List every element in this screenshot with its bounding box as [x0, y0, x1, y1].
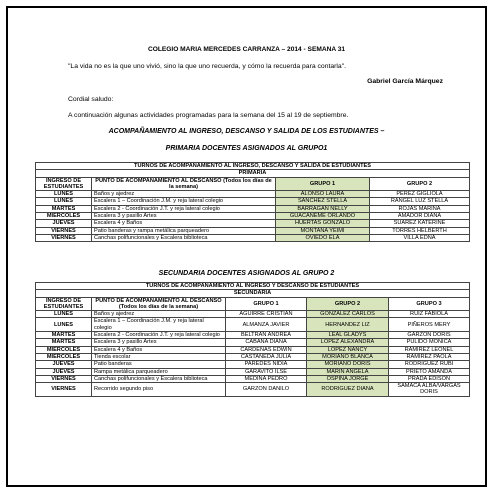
grupo1-cell: PAREDES NIDIA — [226, 361, 307, 368]
day-cell: LUNES — [36, 318, 92, 332]
grupo1-cell: BARRAGAN NELLY — [276, 205, 370, 212]
grupo2-cell: VILLA EDNA — [370, 234, 470, 241]
punto-cell: Escalera 2 - Coordinación J.T. y reja lateral colegio — [92, 205, 276, 212]
punto-cell: Escalera 3 y pasillo Artes — [92, 339, 226, 346]
grupo3-cell: PIÑEROS MERY — [389, 318, 470, 332]
punto-cell: Escalera 4 y Baños — [92, 220, 276, 227]
grupo2-cell: MORIANO DORIS — [307, 361, 389, 368]
day-cell: LUNES — [36, 311, 92, 318]
grupo1-cell: GUACANEME ORLANDO — [276, 213, 370, 220]
grupo3-cell: RAMIREZ LEONEL — [389, 346, 470, 353]
grupo2-cell: MARIN ANGELA — [307, 368, 389, 375]
table-row — [36, 383, 470, 397]
table-row — [36, 353, 470, 360]
punto-cell: Tienda escolar — [92, 353, 226, 360]
table-row — [36, 227, 470, 234]
grupo1-cell: ALMANZA JAVIER — [226, 318, 307, 332]
secundaria-table-title: TURNOS DE ACOMPAÑAMIENTO AL INGRESO Y DESCANSO DE ESTUDIANTES — [36, 283, 470, 290]
col-header-grupo1: GRUPO 1 — [226, 297, 307, 311]
primaria-table-body — [36, 191, 470, 242]
grupo1-cell: CASTAÑEDA JULIA — [226, 353, 307, 360]
table-row — [36, 368, 470, 375]
grupo1-cell: MONTAÑA YEIMI — [276, 227, 370, 234]
secundaria-subheading: SECUNDARIA DOCENTES ASIGNADOS AL GRUPO 2 — [158, 270, 335, 277]
punto-cell: Escalera 3 y pasillo Artes — [92, 213, 276, 220]
grupo1-cell: MEDINA PEDRO — [226, 375, 307, 382]
secundaria-section-label: SECUNDARIA — [36, 290, 470, 297]
table-row — [36, 198, 470, 205]
grupo1-cell: HUERTAS GONZALO — [276, 220, 370, 227]
col-header-punto: PUNTO DE ACOMPAÑAMIENTO AL DESCANSO (Todos los días de la semana) — [92, 297, 226, 311]
day-cell: VIERNES — [36, 234, 92, 241]
document-title: COLEGIO MARIA MERCEDES CARRANZA – 2014 - SEMANA 31 — [147, 46, 346, 53]
section-heading: ACOMPAÑAMIENTO AL INGRESO, DESCANSO Y SALIDA DE LOS ESTUDIANTES – — [108, 128, 385, 135]
col-header-grupo1: GRUPO 1 — [276, 177, 370, 191]
day-cell: MIERCOLES — [36, 346, 92, 353]
grupo3-cell: SAMACA ALBA/VARGAS DORIS — [389, 383, 470, 397]
col-header-punto: PUNTO DE ACOMPAÑAMIENTO AL DESCANSO (Todos los días de la semana) — [92, 177, 276, 191]
grupo1-cell: SANCHEZ STELLA — [276, 198, 370, 205]
day-cell: VIERNES — [36, 227, 92, 234]
punto-cell: Baños y ajedrez — [92, 311, 226, 318]
grupo2-cell: RANGEL LUZ STELLA — [370, 198, 470, 205]
day-cell: LUNES — [36, 191, 92, 198]
day-cell: MARTES — [36, 339, 92, 346]
grupo3-cell: PRADA EDISON — [389, 375, 470, 382]
grupo2-cell: LOPEZ ALEXANDRA — [307, 339, 389, 346]
day-cell: VIERNES — [36, 383, 92, 397]
grupo2-cell: GONZALEZ CARLOS — [307, 311, 389, 318]
day-cell: JUEVES — [36, 220, 92, 227]
grupo2-cell: TORRES HELBERTH — [370, 227, 470, 234]
day-cell: JUEVES — [36, 368, 92, 375]
day-cell: VIERNES — [36, 375, 92, 382]
grupo3-cell: GARZON DORIS — [389, 332, 470, 339]
grupo2-cell: MORIANO BLANCA — [307, 353, 389, 360]
table-row — [36, 205, 470, 212]
grupo1-cell: CARDENAS EDWIN — [226, 346, 307, 353]
col-header-ingreso: INGRESO DE ESTUDIANTES — [36, 297, 92, 311]
table-row — [36, 213, 470, 220]
grupo3-cell: RAMIREZ PAOLA — [389, 353, 470, 360]
secundaria-table — [35, 282, 470, 397]
primaria-table-title: TURNOS DE ACOMPAÑAMIENTO AL INGRESO, DESCANSO Y SALIDA DE ESTUDIANTES — [36, 163, 470, 170]
grupo1-cell: BELTRAN ANDREA — [226, 332, 307, 339]
punto-cell: Escalera 1 – Coordinación J.M. y reja lateral colegio — [92, 318, 226, 332]
table-row — [36, 318, 470, 332]
grupo1-cell: OVIEDO ELA — [276, 234, 370, 241]
quote-author: Gabriel García Márquez — [367, 78, 443, 85]
day-cell: MIERCOLES — [36, 353, 92, 360]
punto-cell: Recorrido segundo piso — [92, 383, 226, 397]
quote: "La vida no es la que uno vivió, sino la que uno recuerda, y cómo la recuerda para contarla". — [68, 63, 347, 70]
grupo2-cell: LOPEZ NANCY — [307, 346, 389, 353]
primaria-section-label: PRIMARIA — [36, 170, 470, 177]
punto-cell: Patio banderas y rampa metálica parqueadero — [92, 227, 276, 234]
grupo1-cell: AGUIRRE CRISTIAN — [226, 311, 307, 318]
day-cell: LUNES — [36, 198, 92, 205]
table-row — [36, 375, 470, 382]
grupo2-cell: AMADOR DIANA — [370, 213, 470, 220]
col-header-grupo2: GRUPO 2 — [370, 177, 470, 191]
table-row — [36, 332, 470, 339]
grupo1-cell: ALONSO LAURA — [276, 191, 370, 198]
col-header-grupo2: GRUPO 2 — [307, 297, 389, 311]
table-row — [36, 311, 470, 318]
grupo2-cell: OSPINA JORGE — [307, 375, 389, 382]
grupo2-cell: SUAREZ KATERINE — [370, 220, 470, 227]
secundaria-table-body — [36, 311, 470, 397]
primaria-table — [35, 162, 470, 242]
greeting: Cordial saludo: — [68, 96, 114, 103]
table-row — [36, 339, 470, 346]
col-header-ingreso: INGRESO DE ESTUDIANTES — [36, 177, 92, 191]
grupo2-cell: RODRIGUEZ DIANA — [307, 383, 389, 397]
table-row — [36, 361, 470, 368]
table-row — [36, 191, 470, 198]
punto-cell: Patio banderas — [92, 361, 226, 368]
grupo3-cell: RUIZ FABIOLA — [389, 311, 470, 318]
punto-cell: Canchas polifuncionales y Escalera biblioteca — [92, 375, 226, 382]
day-cell: JUEVES — [36, 361, 92, 368]
grupo2-cell: LEAL GLADYS — [307, 332, 389, 339]
punto-cell: Escalera 1 – Coordinación J.M. y reja lateral colegio — [92, 198, 276, 205]
grupo2-cell: PEREZ GIGLIOLA — [370, 191, 470, 198]
grupo3-cell: PRIETO AMANDA — [389, 368, 470, 375]
document-page — [6, 6, 487, 487]
grupo1-cell: GARZON DANILO — [226, 383, 307, 397]
day-cell: MIERCOLES — [36, 213, 92, 220]
grupo1-cell: GARAVITO ILSE — [226, 368, 307, 375]
punto-cell: Rampa metálica parqueadero — [92, 368, 226, 375]
table-row — [36, 346, 470, 353]
grupo2-cell: HERNANDEZ LIZ — [307, 318, 389, 332]
punto-cell: Baños y ajedrez — [92, 191, 276, 198]
col-header-grupo3: GRUPO 3 — [389, 297, 470, 311]
grupo1-cell: CABANA DIANA — [226, 339, 307, 346]
punto-cell: Canchas polifuncionales y Escalera biblioteca — [92, 234, 276, 241]
primaria-subheading: PRIMARIA DOCENTES ASIGNADOS AL GRUPO1 — [165, 145, 328, 152]
day-cell: MARTES — [36, 205, 92, 212]
grupo3-cell: RODRIGUEZ RUBI — [389, 361, 470, 368]
intro-text: A continuación algunas actividades programadas para la semana del 15 al 19 de septiembre. — [68, 112, 349, 119]
punto-cell: Escalera 2 - Coordinación J.T. y reja lateral colegio — [92, 332, 226, 339]
table-row — [36, 234, 470, 241]
grupo3-cell: PULIDO MONICA — [389, 339, 470, 346]
punto-cell: Escalera 4 y Baños — [92, 346, 226, 353]
table-row — [36, 220, 470, 227]
grupo2-cell: ROJAS MARINA — [370, 205, 470, 212]
day-cell: MARTES — [36, 332, 92, 339]
